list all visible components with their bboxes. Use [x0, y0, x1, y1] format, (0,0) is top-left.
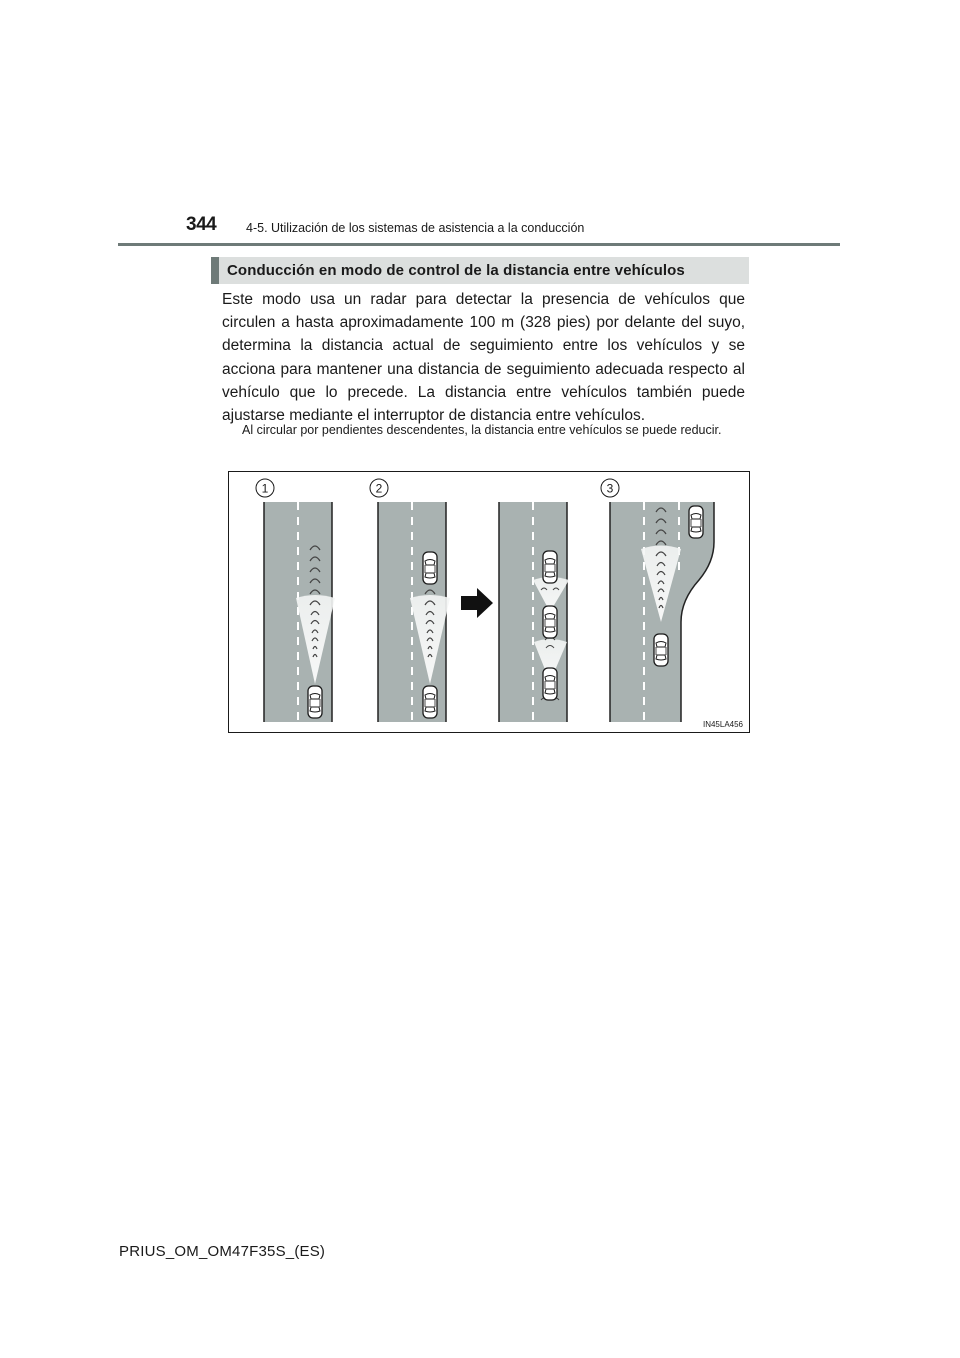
following-vehicle: [543, 668, 557, 700]
own-vehicle: [308, 686, 322, 718]
road-illustration: [229, 472, 751, 734]
section-title: Conducción en modo de control de la distancia entre vehículos: [227, 262, 685, 279]
road-panel-4: [610, 502, 714, 722]
callout-3: [601, 479, 619, 497]
callout-3-label: 3: [606, 481, 614, 496]
preceding-vehicle: [543, 551, 557, 583]
own-vehicle-approaching: [543, 606, 557, 638]
page-number: 344: [186, 214, 217, 235]
section-reference: 4-5. Utilización de los sistemas de asistencia a la conducción: [246, 221, 585, 235]
own-vehicle: [654, 634, 668, 666]
vehicle-adjacent-lane: [689, 506, 703, 538]
road-panel-1: [264, 502, 335, 722]
road-panel-2: [378, 502, 450, 722]
callout-2: [370, 479, 388, 497]
own-vehicle: [423, 686, 437, 718]
callout-1-label: 1: [261, 481, 269, 496]
figure-code: IN45LA456: [702, 720, 743, 729]
body-paragraph: Este modo usa un radar para detectar la presencia de vehículos que circulen a hasta aproximadamente 100 m (328 pies) por delante del suyo, determina la distancia actual de seguimiento entre los vehículos y se acciona para mantener una distancia de seguimiento adecuada respecto al vehículo que lo precede. La distancia entre vehículos también puede ajustarse mediante el interruptor de distancia entre vehículos.: [222, 291, 745, 425]
note-paragraph: Al circular por pendientes descendentes, la distancia entre vehículos se puede reducir.: [242, 423, 722, 437]
illustration-figure: [228, 471, 750, 733]
callout-1: [256, 479, 274, 497]
arrow-right-icon: [461, 588, 493, 618]
section-title-bar: [211, 257, 749, 284]
road-panel-3: [499, 502, 569, 722]
callout-2-label: 2: [375, 481, 383, 496]
preceding-vehicle: [423, 552, 437, 584]
footer-document-id: PRIUS_OM_OM47F35S_(ES): [119, 1243, 326, 1260]
header-rule: [118, 243, 840, 246]
